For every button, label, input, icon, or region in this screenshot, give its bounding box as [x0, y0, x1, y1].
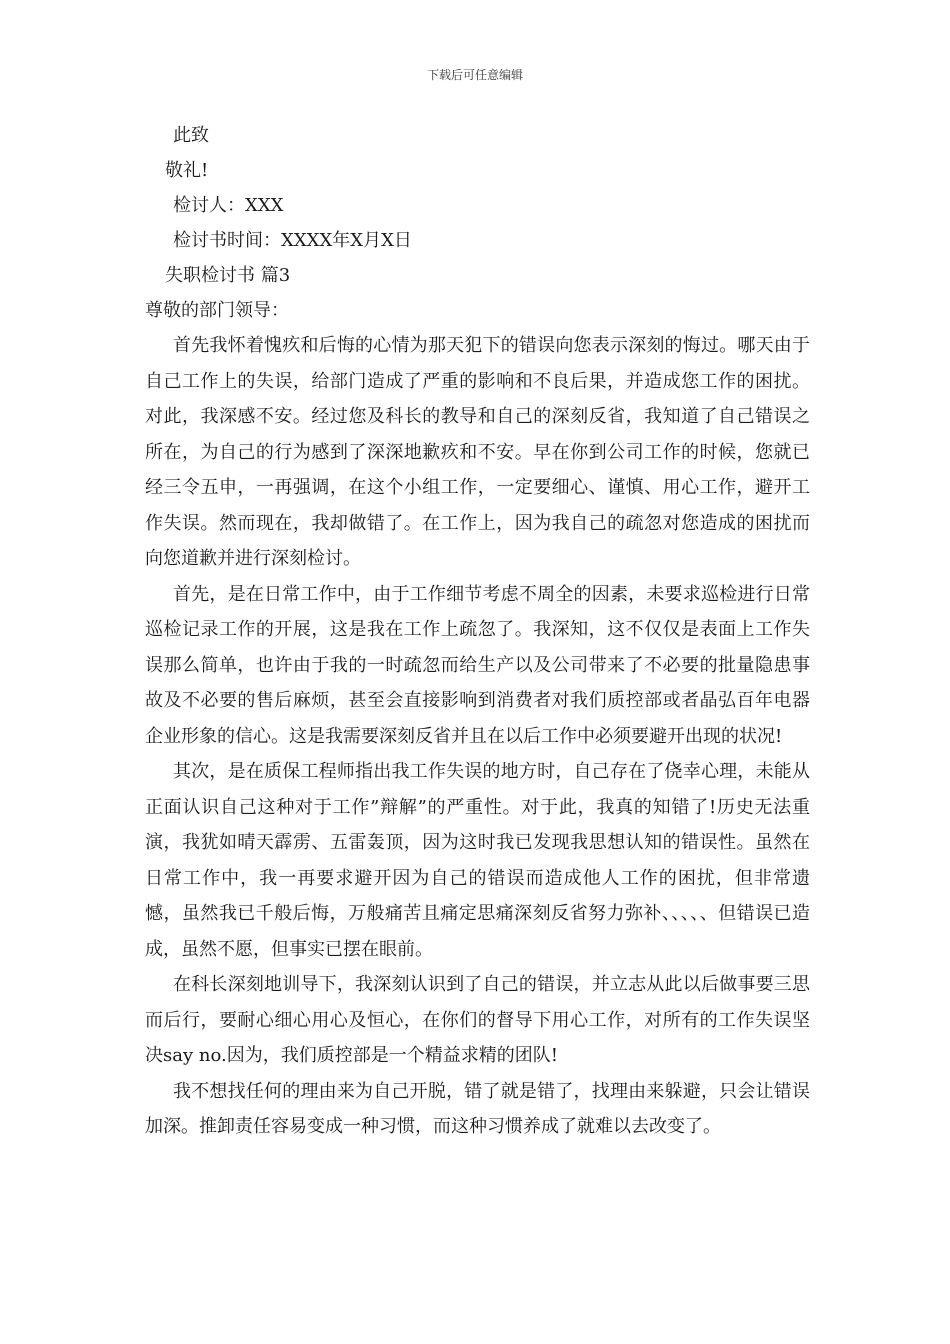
paragraph-5: 我不想找任何的理由来为自己开脱，错了就是错了，找理由来躲避，只会让错误加深。推卸责任容易变成一种习惯，而这种习惯养成了就难以去改变了。: [145, 1080, 810, 1137]
closing-date: 检讨书时间：XXXX年X月X日: [173, 230, 412, 251]
greeting: 尊敬的部门领导：: [145, 300, 289, 321]
paragraph-3: 其次，是在质保工程师指出我工作失误的地方时，自己存在了侥幸心理，未能从正面认识自己这种对于工作”辩解”的严重性。对于此，我真的知错了!历史无法重演，我犹如晴天霹雳、五雷轰顶，因为这时我已发现我思想认知的错误性。虽然在日常工作中，我一再要求避开因为自己的错误而造成他人工作的困扰，但非常遗憾，虽然我已千般后悔，万般痛苦且痛定思痛深刻反省努力弥补、、、、、但错误已造成，虽然不愿，但事实已摆在眼前。: [145, 761, 810, 960]
closing-regards: 敬礼!: [165, 160, 209, 181]
closing-salute: 此致: [173, 125, 209, 146]
closing-author: 检讨人：XXX: [173, 195, 284, 216]
section-title: 失职检讨书 篇3: [165, 265, 291, 286]
page-header: 下载后可任意编辑: [426, 68, 523, 82]
paragraph-2: 首先，是在日常工作中，由于工作细节考虑不周全的因素，未要求巡检进行日常巡检记录工作的开展，这是我在工作上疏忽了。我深知，这不仅仅是表面上工作失误那么简单，也许由于我的一时疏忽而给生产以及公司带来了不必要的批量隐患事故及不必要的售后麻烦，甚至会直接影响到消费者对我们质控部或者晶弘百年电器企业形象的信心。这是我需要深刻反省并且在以后工作中必须要避开出现的状况!: [145, 583, 810, 747]
paragraph-4: 在科长深刻地训导下，我深刻认识到了自己的错误，并立志从此以后做事要三思而后行，要耐心细心用心及恒心，在你们的督导下用心工作，对所有的工作失误坚决say no.因为，我们质控部是一个精益求精的团队!: [145, 974, 810, 1066]
document-body: [145, 118, 810, 1145]
paragraph-1: 首先我怀着愧疚和后悔的心情为那天犯下的错误向您表示深刻的悔过。哪天由于自己工作上的失误，给部门造成了严重的影响和不良后果，并造成您工作的困扰。对此，我深感不安。经过您及科长的教导和自己的深刻反省，我知道了自己错误之所在，为自己的行为感到了深深地歉疚和不安。早在你到公司工作的时候，您就已经三令五申，一再强调，在这个小组工作，一定要细心、谨慎、用心工作，避开工作失误。然而现在，我却做错了。在工作上，因为我自己的疏忽对您造成的困扰而向您道歉并进行深刻检讨。: [145, 335, 810, 569]
